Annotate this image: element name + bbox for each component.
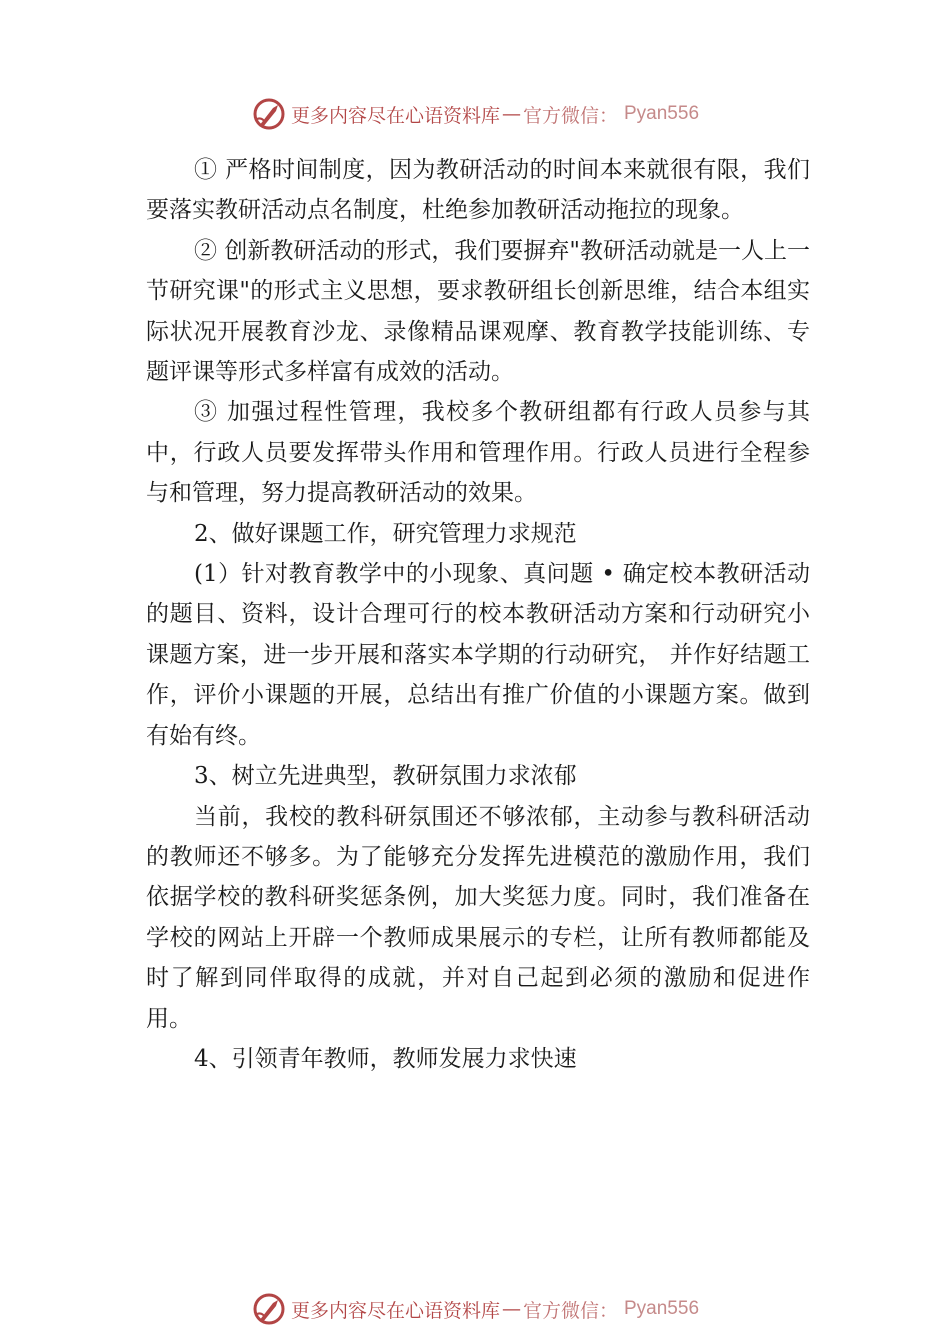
footer-banner — [0, 1289, 950, 1329]
pen-logo-icon — [251, 1291, 287, 1327]
section-heading-3: 3、树立先进典型，教研氛围力求浓郁 — [194, 763, 577, 790]
pen-logo-icon — [251, 96, 287, 132]
header-dash: — — [501, 103, 521, 125]
footer-site-text: 更多内容尽在心语资料库 — [290, 1299, 500, 1322]
footer-wechat-id: Pyan556 — [624, 1298, 700, 1319]
footer-wechat-label: 官方微信： — [522, 1299, 618, 1322]
paragraph-2: ② 创新教研活动的形式，我们要摒弃"教研活动就是一人上一节研究课"的形式主义思想，要求教研组长创新思维，结合本组实际状况开展教育沙龙、录像精品课观摩、教育教学技能训练、专题评课等形式多样富有成效的活动。 — [146, 237, 810, 386]
section-heading-4: 4、引领青年教师，教师发展力求快速 — [194, 1045, 577, 1072]
paragraph-1: ① 严格时间制度，因为教研活动的时间本来就很有限，我们要落实教研活动点名制度，杜绝参加教研活动拖拉的现象。 — [146, 157, 810, 224]
paragraph-4: (1）针对教育教学中的小现象、真问题 • 确定校本教研活动的题目、资料，设计合理可行的校本教研活动方案和行动研究小课题方案，进一步开展和落实本学期的行动研究， 并作好结题工作，评价小课题的开展，总结出有推广价值的小课题方案。做到有始有终。 — [146, 561, 810, 749]
header-site-text: 更多内容尽在心语资料库 — [290, 104, 500, 127]
paragraph-3: ③ 加强过程性管理，我校多个教研组都有行政人员参与其中，行政人员要发挥带头作用和管理作用。行政人员进行全程参与和管理，努力提高教研活动的效果。 — [146, 399, 810, 507]
section-heading-2: 2、做好课题工作，研究管理力求规范 — [194, 520, 577, 547]
header-banner — [0, 94, 950, 134]
document-body — [146, 150, 810, 1079]
footer-dash: — — [501, 1298, 521, 1320]
header-wechat-id: Pyan556 — [624, 103, 700, 124]
header-wechat-label: 官方微信： — [522, 104, 618, 127]
paragraph-5: 当前，我校的教科研氛围还不够浓郁，主动参与教科研活动的教师还不够多。为了能够充分发挥先进模范的激励作用，我们依据学校的教科研奖惩条例，加大奖惩力度。同时，我们准备在学校的网站上开辟一个教师成果展示的专栏，让所有教师都能及时了解到同伴取得的成就，并对自己起到必须的激励和促进作用。 — [146, 803, 810, 1032]
